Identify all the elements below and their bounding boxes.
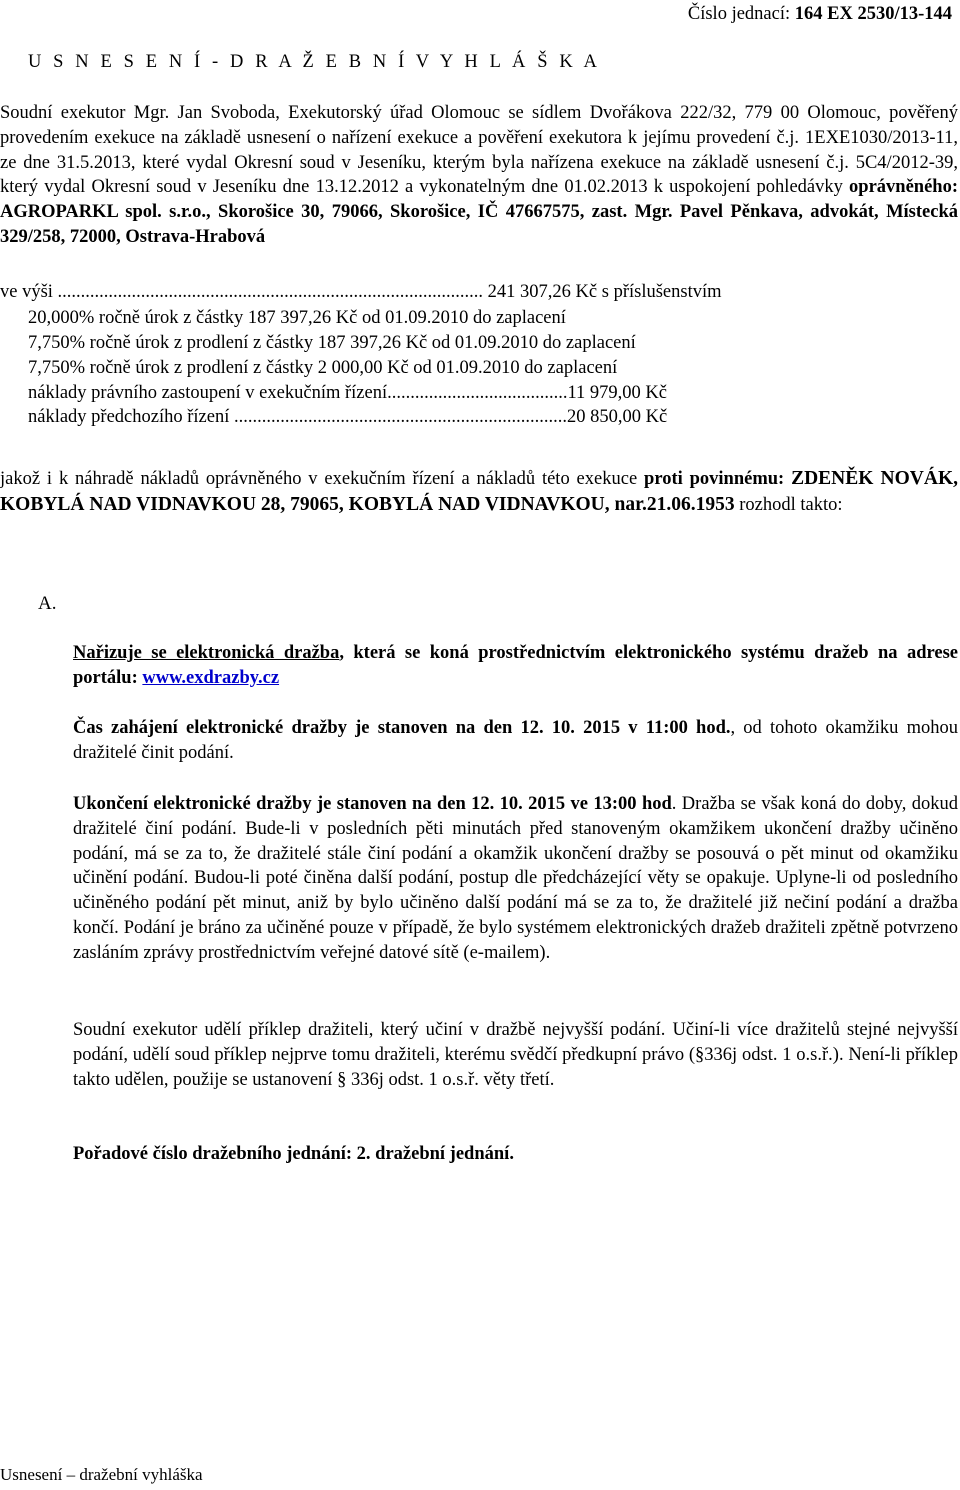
debtor-intro: jakož i k náhradě nákladů oprávněného v exekučním řízení a nákladů této exekuce (0, 469, 645, 489)
claim-item: náklady předchozího řízení ........................................................................20 850,00 Kč (28, 407, 668, 427)
page-footer: Usnesení – dražební vyhláška (0, 1465, 203, 1484)
document-title: U S N E S E N Í - D R A Ž E B N Í V Y H L Á Š K A (28, 52, 601, 72)
reference-label: Číslo jednací: (687, 4, 791, 24)
reference-number (688, 4, 952, 25)
intro-text: Soudní exekutor Mgr. Jan Svoboda, Exekutorský úřad Olomouc se sídlem Dvořákova 222/32, 779 00 Olomouc, pověřený provedením exekuce na základě usnesení o nařízení exekuce a pověření exekutora k jejímu provedení č.j. 1EXE1030/2013-11, ze dne 31.5.2013, které vydal Okresní soud v Jeseníku, kterým byla nařízena exekuce na základě usnesení č.j. 5C4/2012-39, který vydal Okresní soud v Jeseníku dne 13.12.2012 a vykonatelným dne 01.02.2013 k uspokojení pohledávky (0, 103, 958, 198)
claim-item: 20,000% ročně úrok z částky 187 397,26 Kč od 01.09.2010 do zaplacení (28, 308, 566, 328)
auction-start-text: , od tohoto okamžiku mohou dražitelé činit podání. (73, 718, 958, 763)
reference-value: 164 EX 2530/13-144 (794, 4, 952, 24)
debtor-paragraph (0, 466, 958, 518)
auction-order-heading: Nařizuje se elektronická dražba (73, 643, 340, 663)
claim-item: 7,750% ročně úrok z prodlení z částky 187 397,26 Kč od 01.09.2010 do zaplacení (28, 333, 636, 353)
auction-end (73, 792, 958, 966)
claim-item: 7,750% ročně úrok z prodlení z částky 2 000,00 Kč od 01.09.2010 do zaplacení (28, 358, 618, 378)
claim-amount: ve výši ............................................................................................ 241 307,26 Kč s příslušenstvím (0, 282, 722, 302)
auction-start-time: Čas zahájení elektronické dražby je stanoven na den 12. 10. 2015 v 11:00 hod. (73, 718, 731, 738)
debtor-closing: rozhodl takto: (734, 495, 843, 515)
creditor-info: oprávněného: AGROPARKL spol. s.r.o., Skorošice 30, 79066, Skorošice, IČ 47667575, zast. Mgr. Pavel Pěnkava, advokát, Místecká 329/258, 72000, Ostrava-Hrabová (0, 177, 958, 247)
auction-order-text: , která se koná prostřednictvím elektronického systému dražeb na adrese portálu: (73, 643, 958, 688)
debtor-label: proti povinnému: (644, 469, 785, 489)
portal-link[interactable]: www.exdrazby.cz (142, 667, 280, 688)
auction-order (73, 641, 958, 691)
claim-item: náklady právního zastoupení v exekučním řízení.......................................11 979,00 Kč (28, 383, 667, 403)
auction-end-time: Ukončení elektronické dražby je stanoven na den 12. 10. 2015 ve 13:00 hod (73, 794, 672, 814)
auction-end-text: . Dražba se však koná do doby, dokud dražitelé činí podání. Bude-li v posledních pěti minutách před stanoveným okamžikem ukončení dražby učiněno podání, má se za to, že dražitelé stále činí podání a okamžik ukončení dražby se posouvá o pět minut od okamžiku učinění podání. Budou-li poté činěna další podání, postup dle předcházející věty se opakuje. Uplyne-li od posledního učiněného podání pět minut, aniž by bylo učiněno další podání má se za to, že dražitelé již nečiní podání a dražba končí. Podání je bráno za učiněné pouze v případě, že bylo systémem elektronických dražeb dražiteli zpětně potvrzeno zasláním zprávy prostřednictvím veřejné datové sítě (e-mailem). (73, 794, 958, 963)
debtor-name: ZDENĚK NOVÁK, KOBYLÁ NAD VIDNAVKOU 28, 79065, KOBYLÁ NAD VIDNAVKOU, nar.21.06.1953 (0, 468, 959, 515)
section-marker: A. (38, 593, 57, 614)
priklep-paragraph: Soudní exekutor udělí příklep dražiteli, který učiní v dražbě nejvyšší podání. Učiní-li více dražitelů stejné nejvyšší podání, udělí soud příklep nejprve tomu dražiteli, kterému svědčí předkupní právo (§336j odst. 1 o.s.ř.). Není-li příklep takto udělen, použije se ustanovení § 336j odst. 1 o.s.ř. věty třetí. (73, 1020, 958, 1090)
auction-sequence: Pořadové číslo dražebního jednání: 2. dražební jednání. (73, 1144, 514, 1164)
auction-start (73, 716, 958, 766)
intro-paragraph (0, 101, 958, 250)
